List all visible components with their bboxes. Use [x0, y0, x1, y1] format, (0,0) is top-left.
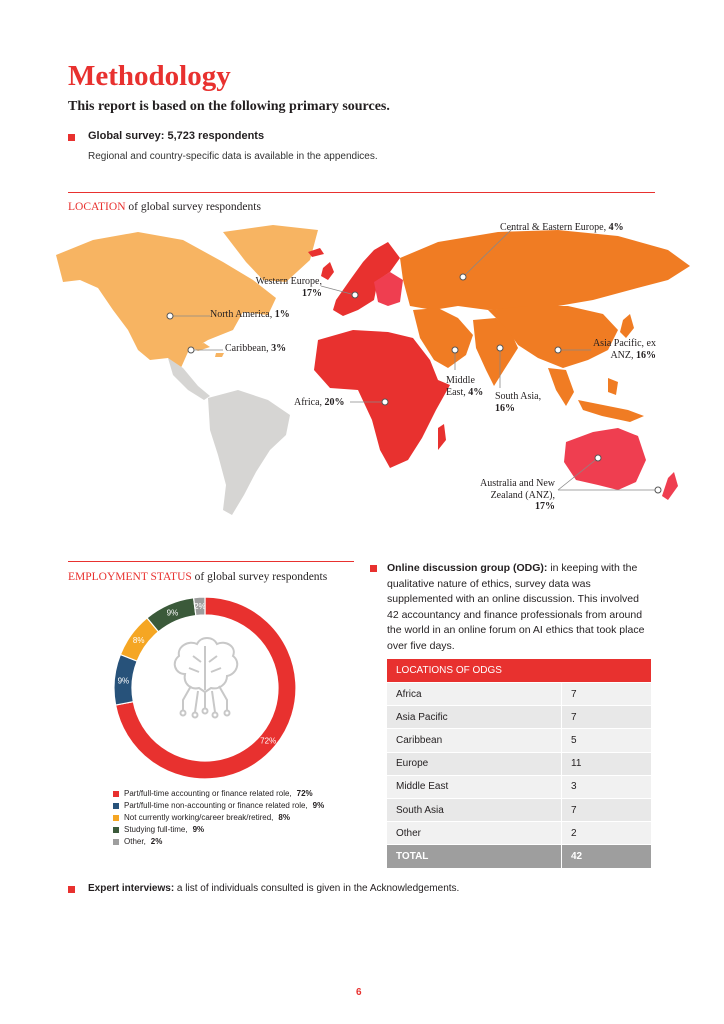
map-label-central-eastern-europe: Central & Eastern Europe, 4%	[500, 222, 624, 233]
table-row: Other 2	[387, 822, 651, 845]
table-header-row	[387, 659, 651, 683]
map-label-asia-pacific: Asia Pacific, ex ANZ, 16%	[592, 338, 656, 361]
location-title-highlight: LOCATION	[68, 201, 126, 213]
legend-swatch	[113, 791, 119, 797]
odg-locations-table	[387, 659, 651, 869]
bullet-square-icon	[68, 886, 75, 893]
table-row: South Asia 7	[387, 798, 651, 821]
map-south-america	[208, 390, 290, 515]
page-subtitle: This report is based on the following primary sources.	[68, 99, 390, 114]
donut-value-label: 9%	[117, 676, 130, 686]
table-row: Asia Pacific 7	[387, 706, 651, 729]
table-row: Middle East 3	[387, 775, 651, 798]
map-central-america	[168, 358, 210, 400]
table-row: Caribbean 5	[387, 729, 651, 752]
employment-divider	[68, 561, 354, 562]
donut-value-label: 72%	[260, 736, 277, 746]
table-row: Europe 11	[387, 752, 651, 775]
page-title: Methodology	[68, 60, 231, 92]
map-new-zealand	[662, 472, 678, 500]
donut-value-label: 8%	[132, 635, 145, 645]
map-australia	[564, 428, 646, 490]
legend-item: Part/full-time non-accounting or finance related role, 9%	[113, 800, 324, 812]
odg-description: Online discussion group (ODG): in keeping with the qualitative nature of ethics, survey data was supplemented with an online discussion. This involved 42 accountancy and finance professionals from around the world in an online forum on AI ethics that took place over five days.	[387, 562, 645, 652]
bullet-square-icon	[68, 134, 75, 141]
world-map	[18, 210, 708, 540]
brain-circuit-icon	[175, 638, 238, 718]
table-row: Africa 7	[387, 683, 651, 706]
global-survey-heading: Global survey: 5,723 respondents	[88, 130, 265, 142]
map-label-middle-east: Middle East, 4%	[446, 375, 484, 398]
table-total-row: TOTAL 42	[387, 845, 651, 868]
map-label-western-europe: Western Europe, 17%	[255, 276, 322, 299]
legend-item: Studying full-time, 9%	[113, 824, 324, 836]
location-title-rest: of global survey respondents	[125, 201, 261, 213]
map-label-north-america: North America, 1%	[210, 309, 290, 320]
table-title: LOCATIONS OF ODGS	[387, 659, 651, 683]
map-label-south-asia: South Asia, 16%	[495, 391, 542, 414]
employment-donut-chart	[113, 596, 297, 780]
map-label-anz: Australia and New Zealand (ANZ), 17%	[480, 478, 555, 512]
legend-swatch	[113, 815, 119, 821]
global-survey-note: Regional and country-specific data is available in the appendices.	[88, 151, 378, 162]
bullet-square-icon	[370, 565, 377, 572]
legend-item: Part/full-time accounting or finance related role, 72%	[113, 788, 324, 800]
legend-swatch	[113, 803, 119, 809]
legend-swatch	[113, 839, 119, 845]
legend-item: Other, 2%	[113, 836, 324, 848]
map-label-caribbean: Caribbean, 3%	[225, 343, 287, 354]
map-madagascar	[438, 424, 446, 450]
employment-title-rest: of global survey respondents	[191, 571, 328, 583]
page-number: 6	[356, 987, 362, 998]
map-southeast-asia	[548, 368, 644, 422]
donut-value-label: 9%	[166, 608, 179, 618]
map-japan	[620, 314, 634, 338]
legend-swatch	[113, 827, 119, 833]
donut-value-label: 2%	[194, 602, 206, 612]
employment-title-highlight: EMPLOYMENT STATUS	[68, 571, 192, 583]
section-divider	[68, 192, 655, 193]
map-label-africa: Africa, 20%	[294, 397, 345, 408]
expert-interviews-note: Expert interviews: a list of individuals consulted is given in the Acknowledgements.	[88, 883, 460, 894]
map-uk	[321, 262, 334, 280]
employment-section-title	[68, 571, 327, 583]
map-russia	[400, 230, 690, 310]
legend-item: Not currently working/career break/retired, 8%	[113, 812, 324, 824]
employment-legend	[113, 788, 324, 848]
